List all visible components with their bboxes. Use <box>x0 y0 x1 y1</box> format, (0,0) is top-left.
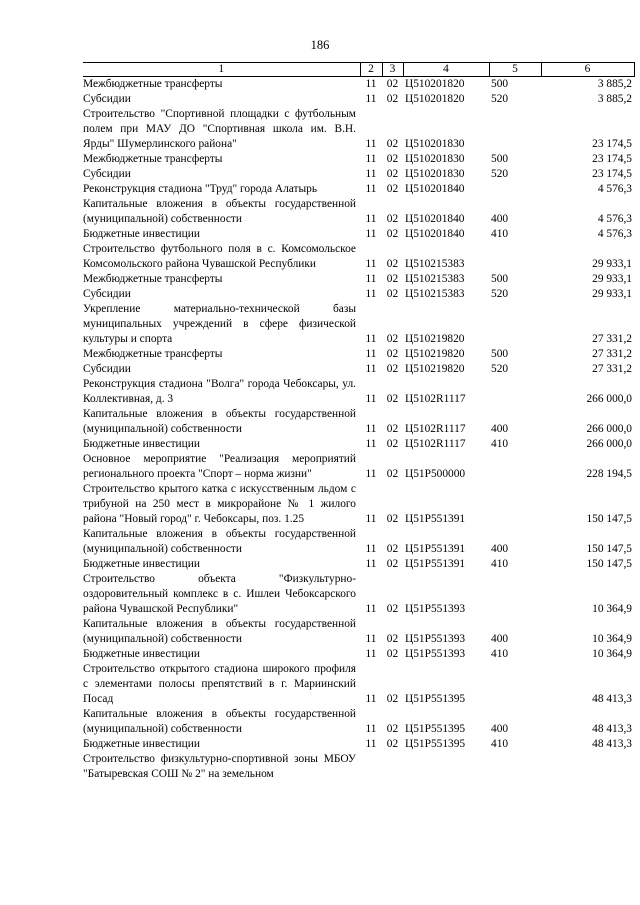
row-expense-type: 520 <box>491 168 509 180</box>
row-target-article: Ц510201830 <box>405 138 465 150</box>
row-expense-type: 500 <box>491 78 509 90</box>
row-name: Бюджетные инвестиции <box>83 558 200 570</box>
row-amount: 150 147,5 <box>586 558 632 570</box>
row-name: Бюджетные инвестиции <box>83 228 200 240</box>
table-row <box>83 527 634 557</box>
table-row <box>83 707 634 737</box>
row-subsection: 02 <box>386 273 399 285</box>
row-section: 11 <box>365 273 377 285</box>
row-expense-type <box>489 752 541 782</box>
table-header-row <box>83 63 634 77</box>
row-name: Субсидии <box>83 363 131 375</box>
row-subsection: 02 <box>386 393 399 405</box>
row-expense-type: 410 <box>491 438 509 450</box>
row-target-article: Ц51P551395 <box>405 738 466 750</box>
row-target-article: Ц51P551393 <box>405 603 466 615</box>
row-expense-type <box>489 107 541 152</box>
row-expense-type: 410 <box>491 228 509 240</box>
row-subsection: 02 <box>386 213 399 225</box>
row-amount: 266 000,0 <box>586 438 632 450</box>
row-section: 11 <box>365 423 377 435</box>
row-name: Реконструкция стадиона "Труд" города Алатырь <box>83 183 318 195</box>
row-amount: 4 576,3 <box>597 228 632 240</box>
row-target-article: Ц510219820 <box>405 348 465 360</box>
row-subsection: 02 <box>386 78 399 90</box>
table-row <box>83 302 634 347</box>
row-expense-type: 500 <box>491 348 509 360</box>
row-section: 11 <box>365 348 377 360</box>
row-expense-type <box>489 452 541 482</box>
row-target-article: Ц51P500000 <box>405 468 466 480</box>
row-expense-type: 400 <box>491 723 509 735</box>
row-section: 11 <box>365 558 377 570</box>
row-expense-type: 400 <box>491 423 509 435</box>
row-subsection: 02 <box>386 723 399 735</box>
table-row <box>83 77 634 93</box>
row-expense-type <box>489 482 541 527</box>
row-section: 11 <box>365 333 377 345</box>
row-amount: 48 413,3 <box>592 738 632 750</box>
row-section: 11 <box>365 648 377 660</box>
row-section: 11 <box>365 228 377 240</box>
row-section: 11 <box>365 513 377 525</box>
row-amount: 29 933,1 <box>592 288 632 300</box>
row-section: 11 <box>365 168 377 180</box>
row-amount: 23 174,5 <box>592 168 632 180</box>
row-subsection: 02 <box>386 648 399 660</box>
row-target-article: Ц510201840 <box>405 228 465 240</box>
row-expense-type: 520 <box>491 288 509 300</box>
row-amount: 10 364,9 <box>592 633 632 645</box>
row-amount: 3 885,2 <box>597 78 632 90</box>
row-amount: 228 194,5 <box>586 468 632 480</box>
row-section: 11 <box>365 288 377 300</box>
row-subsection: 02 <box>386 258 399 270</box>
table-row <box>83 452 634 482</box>
row-name: Капитальные вложения в объекты государственной (муниципальной) собственности <box>83 528 356 555</box>
row-target-article: Ц51P551395 <box>405 723 466 735</box>
row-amount: 10 364,9 <box>592 603 632 615</box>
table-row <box>83 167 634 182</box>
row-amount: 150 147,5 <box>586 543 632 555</box>
table-row <box>83 572 634 617</box>
row-section: 11 <box>365 138 377 150</box>
row-subsection: 02 <box>386 348 399 360</box>
table-row <box>83 437 634 452</box>
row-name: Межбюджетные трансферты <box>83 348 223 360</box>
row-subsection: 02 <box>386 558 399 570</box>
table-row <box>83 752 634 782</box>
row-target-article: Ц510215383 <box>405 288 465 300</box>
row-amount: 266 000,0 <box>586 423 632 435</box>
row-expense-type: 520 <box>491 363 509 375</box>
row-expense-type <box>489 302 541 347</box>
row-name: Субсидии <box>83 93 131 105</box>
row-name: Капитальные вложения в объекты государственной (муниципальной) собственности <box>83 198 356 225</box>
row-target-article: Ц51P551391 <box>405 558 466 570</box>
row-expense-type <box>489 662 541 707</box>
table-row <box>83 737 634 752</box>
row-name: Бюджетные инвестиции <box>83 438 200 450</box>
row-expense-type: 410 <box>491 648 509 660</box>
row-expense-type <box>489 572 541 617</box>
row-name: Капитальные вложения в объекты государственной (муниципальной) собственности <box>83 618 356 645</box>
table-row <box>83 647 634 662</box>
header-col-5: 5 <box>489 63 541 77</box>
row-target-article: Ц510201820 <box>405 78 465 90</box>
row-target-article: Ц510201830 <box>405 168 465 180</box>
row-expense-type <box>489 182 541 197</box>
table-row <box>83 227 634 242</box>
row-expense-type: 500 <box>491 273 509 285</box>
row-name: Строительство футбольного поля в с. Комсомольское Комсомольского района Чувашской Республики <box>83 243 356 270</box>
row-subsection: 02 <box>386 288 399 300</box>
row-subsection: 02 <box>386 228 399 240</box>
row-target-article: Ц510201840 <box>405 183 465 195</box>
table-body <box>83 77 634 783</box>
table-row <box>83 617 634 647</box>
row-amount: 27 331,2 <box>592 333 632 345</box>
row-target-article: Ц510219820 <box>405 363 465 375</box>
table-row <box>83 197 634 227</box>
row-subsection: 02 <box>386 633 399 645</box>
row-section: 11 <box>365 693 377 705</box>
row-section: 11 <box>365 468 377 480</box>
row-target-article: Ц51P551391 <box>405 543 466 555</box>
row-amount: 23 174,5 <box>592 138 632 150</box>
header-col-3: 3 <box>382 63 403 77</box>
table-row <box>83 182 634 197</box>
page-number: 186 <box>310 38 330 52</box>
row-target-article: Ц51P551391 <box>405 513 466 525</box>
row-expense-type: 400 <box>491 213 509 225</box>
row-subsection: 02 <box>386 93 399 105</box>
row-section: 11 <box>365 633 377 645</box>
row-target-article: Ц51P551393 <box>405 633 466 645</box>
row-subsection: 02 <box>386 738 399 750</box>
row-expense-type: 410 <box>491 738 509 750</box>
row-name: Строительство физкультурно-спортивной зоны МБОУ "Батыревская СОШ № 2" на земельном <box>83 753 356 780</box>
table-row <box>83 287 634 302</box>
row-name: Основное мероприятие "Реализация мероприятий регионального проекта "Спорт – норма жизни" <box>83 453 356 480</box>
row-target-article: Ц5102R1117 <box>405 393 466 405</box>
row-target-article: Ц510219820 <box>405 333 465 345</box>
table-row <box>83 662 634 707</box>
row-target-article: Ц510201840 <box>405 213 465 225</box>
table-row <box>83 107 634 152</box>
row-target-article: Ц510215383 <box>405 273 465 285</box>
row-name: Строительство крытого катка с искусственным льдом с трибуной на 250 мест в микрорайоне № 1 жилого района "Новый город" г. Чебоксары, поз. 1.25 <box>83 483 356 525</box>
row-section: 11 <box>365 738 377 750</box>
row-expense-type: 500 <box>491 153 509 165</box>
row-subsection: 02 <box>386 153 399 165</box>
row-amount: 4 576,3 <box>597 183 632 195</box>
row-subsection: 02 <box>386 603 399 615</box>
row-amount: 23 174,5 <box>592 153 632 165</box>
row-name: Субсидии <box>83 288 131 300</box>
row-section: 11 <box>365 363 377 375</box>
table-row <box>83 482 634 527</box>
row-name: Субсидии <box>83 168 131 180</box>
row-section: 11 <box>365 438 377 450</box>
row-expense-type: 520 <box>491 93 509 105</box>
row-name: Межбюджетные трансферты <box>83 78 223 90</box>
row-section: 11 <box>365 543 377 555</box>
row-subsection: 02 <box>386 693 399 705</box>
row-section: 11 <box>365 603 377 615</box>
row-amount <box>541 752 634 782</box>
header-col-1: 1 <box>83 63 360 77</box>
row-name: Укрепление материально-технической базы муниципальных учреждений в сфере физической культуры и спорта <box>83 303 356 345</box>
table-row <box>83 362 634 377</box>
row-subsection: 02 <box>386 438 399 450</box>
row-amount: 48 413,3 <box>592 723 632 735</box>
row-section: 11 <box>365 153 377 165</box>
row-name: Капитальные вложения в объекты государственной (муниципальной) собственности <box>83 708 356 735</box>
row-section: 11 <box>365 393 377 405</box>
header-col-4: 4 <box>403 63 489 77</box>
row-section: 11 <box>365 258 377 270</box>
row-amount: 29 933,1 <box>592 258 632 270</box>
row-target-article: Ц510215383 <box>405 258 465 270</box>
row-expense-type: 410 <box>491 558 509 570</box>
table-row <box>83 242 634 272</box>
row-target-article: Ц51P551393 <box>405 648 466 660</box>
row-section: 11 <box>365 78 377 90</box>
row-name: Межбюджетные трансферты <box>83 153 223 165</box>
row-expense-type <box>489 242 541 272</box>
row-subsection: 02 <box>386 333 399 345</box>
row-subsection: 02 <box>386 183 399 195</box>
row-subsection: 02 <box>386 468 399 480</box>
header-col-2: 2 <box>360 63 382 77</box>
row-subsection: 02 <box>386 168 399 180</box>
header-col-6: 6 <box>541 63 634 77</box>
row-target-article: Ц51P551395 <box>405 693 466 705</box>
row-amount: 3 885,2 <box>597 93 632 105</box>
row-name: Межбюджетные трансферты <box>83 273 223 285</box>
table-row <box>83 272 634 287</box>
row-amount: 4 576,3 <box>597 213 632 225</box>
row-target-article: Ц510201820 <box>405 93 465 105</box>
row-amount: 27 331,2 <box>592 348 632 360</box>
row-subsection: 02 <box>386 513 399 525</box>
row-name: Бюджетные инвестиции <box>83 738 200 750</box>
row-section <box>360 752 382 782</box>
row-target-article: Ц5102R1117 <box>405 423 466 435</box>
row-name: Строительство объекта "Физкультурно-оздоровительный комплекс в с. Ишлеи Чебоксарского района Чувашской Республики" <box>83 573 356 615</box>
row-expense-type: 400 <box>491 633 509 645</box>
table-row <box>83 377 634 407</box>
row-amount: 27 331,2 <box>592 363 632 375</box>
row-name: Капитальные вложения в объекты государственной (муниципальной) собственности <box>83 408 356 435</box>
row-expense-type: 400 <box>491 543 509 555</box>
table-row <box>83 557 634 572</box>
table-row <box>83 347 634 362</box>
row-target-article: Ц5102R1117 <box>405 438 466 450</box>
row-name: Реконструкция стадиона "Волга" города Чебоксары, ул. Коллективная, д. 3 <box>83 378 356 405</box>
row-expense-type <box>489 377 541 407</box>
table-row <box>83 92 634 107</box>
row-subsection <box>382 752 403 782</box>
row-name: Бюджетные инвестиции <box>83 648 200 660</box>
row-amount: 266 000,0 <box>586 393 632 405</box>
row-target-article <box>403 752 489 782</box>
row-section: 11 <box>365 213 377 225</box>
row-subsection: 02 <box>386 138 399 150</box>
table-row <box>83 407 634 437</box>
row-amount: 10 364,9 <box>592 648 632 660</box>
row-subsection: 02 <box>386 543 399 555</box>
row-amount: 150 147,5 <box>586 513 632 525</box>
row-name: Строительство открытого стадиона широкого профиля с элементами полосы препятствий в г. Мариинский Посад <box>83 663 356 705</box>
row-subsection: 02 <box>386 423 399 435</box>
row-section: 11 <box>365 723 377 735</box>
row-amount: 29 933,1 <box>592 273 632 285</box>
table-row <box>83 152 634 167</box>
row-amount: 48 413,3 <box>592 693 632 705</box>
row-subsection: 02 <box>386 363 399 375</box>
row-section: 11 <box>365 183 377 195</box>
budget-table <box>83 62 635 782</box>
row-section: 11 <box>365 93 377 105</box>
row-target-article: Ц510201830 <box>405 153 465 165</box>
row-name: Строительство "Спортивной площадки с футбольным полем при МАУ ДО "Спортивная школа им. В.Н. Ярды" Шумерлинского района" <box>83 108 356 150</box>
